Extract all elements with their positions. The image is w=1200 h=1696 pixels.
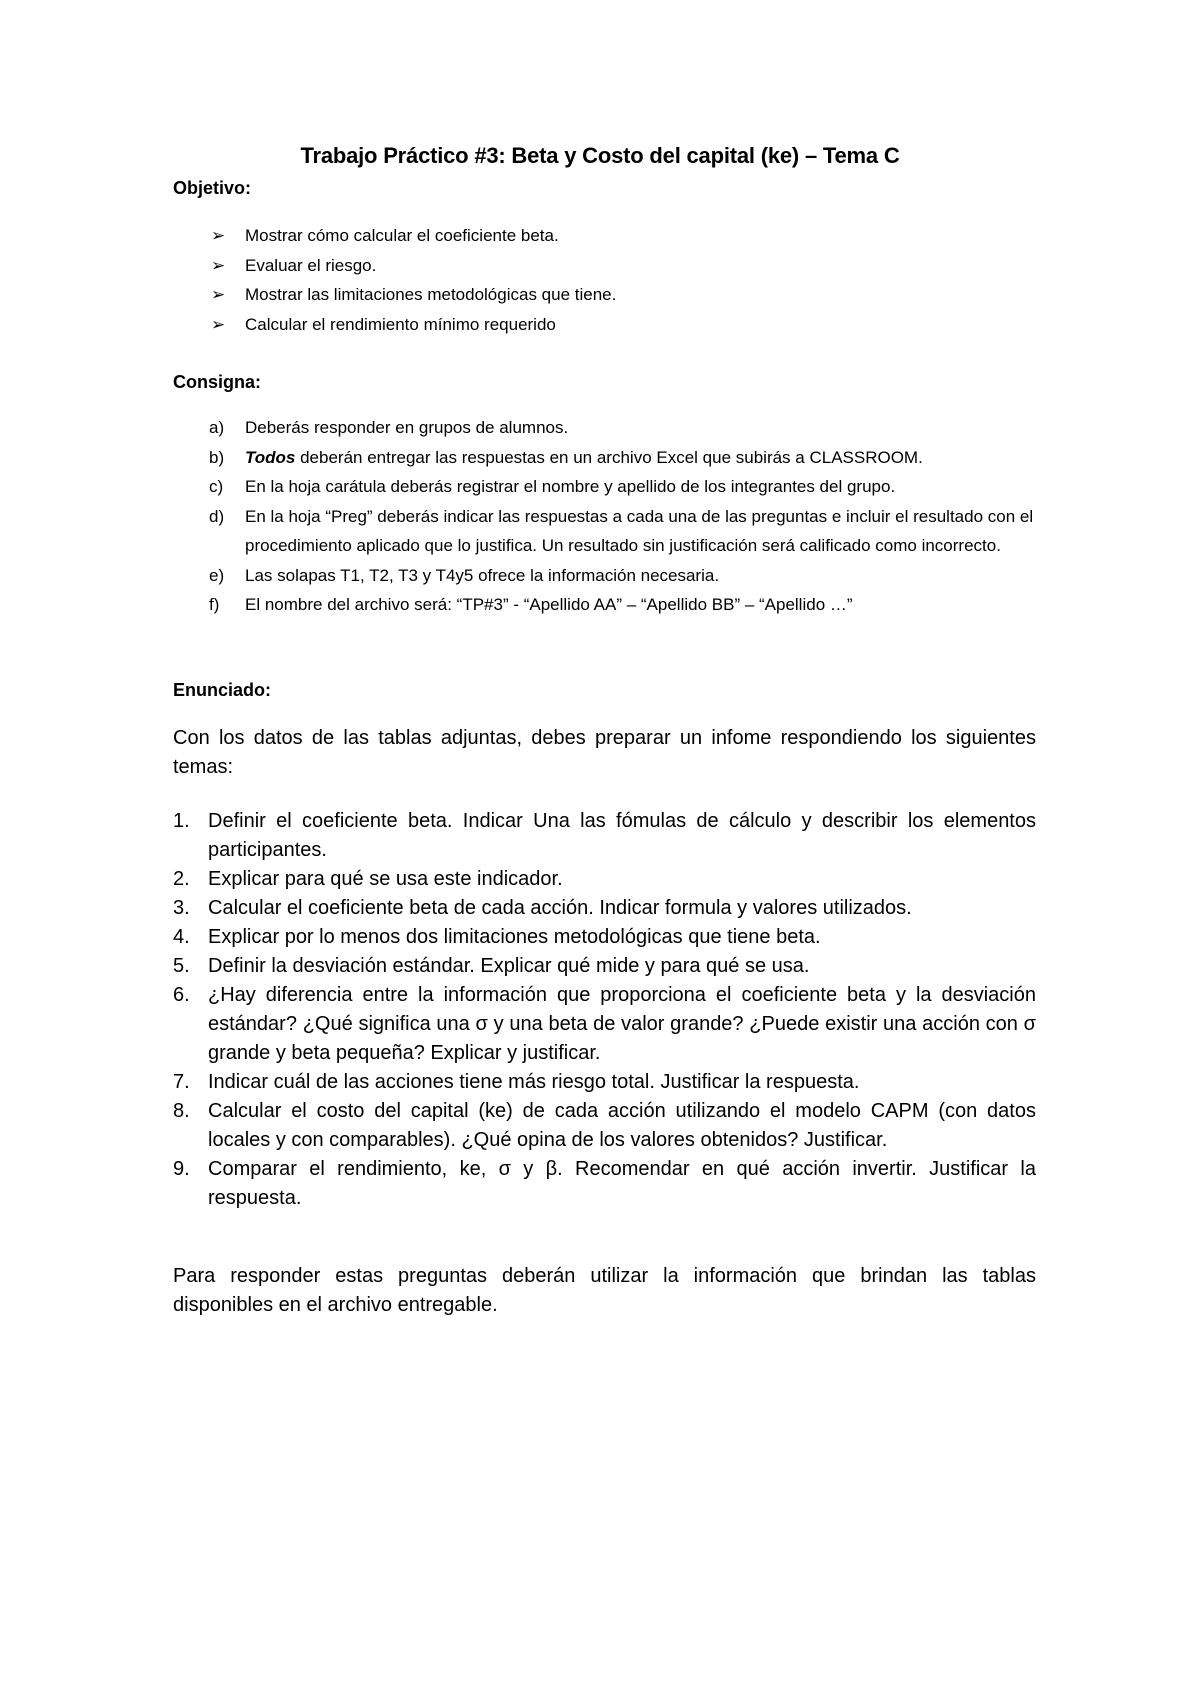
consigna-list xyxy=(173,413,1036,620)
list-item: 8. Calcular el costo del capital (ke) de cada acción utilizando el modelo CAPM (con datos locales y con comparables). ¿Qué opina de los valores obtenidos? Justificar. xyxy=(173,1100,1036,1151)
list-item: 6. ¿Hay diferencia entre la información que proporciona el coeficiente beta y la desviación estándar? ¿Qué significa una σ y una beta de valor grande? ¿Puede existir una acción con σ grande y beta pequeña? Explicar y justificar. xyxy=(173,984,1036,1064)
emphasis-todos: Todos xyxy=(245,447,296,467)
list-item: 9. Comparar el rendimiento, ke, σ y β. Recomendar en qué acción invertir. Justificar la respuesta. xyxy=(173,1158,1036,1209)
objetivo-list xyxy=(173,221,616,339)
list-item: 5. Definir la desviación estándar. Explicar qué mide y para qué se usa. xyxy=(173,955,810,977)
consigna-heading: Consigna: xyxy=(173,372,261,392)
list-item: 2. Explicar para qué se usa este indicador. xyxy=(173,868,563,890)
enunciado-intro: Con los datos de las tablas adjuntas, debes preparar un infome respondiendo los siguientes temas: xyxy=(173,727,1036,778)
page-title: Trabajo Práctico #3: Beta y Costo del capital (ke) – Tema C xyxy=(300,143,900,168)
list-item: d) En la hoja “Preg” deberás indicar las respuestas a cada una de las preguntas e incluir el resultado con el procedimiento aplicado que lo justifica. Un resultado sin justificación será calificado como incorrecto. xyxy=(209,506,1034,555)
arrow-bullet-icon: ➢ xyxy=(211,285,226,304)
list-item: f) El nombre del archivo será: “TP#3” - “Apellido AA” – “Apellido BB” – “Apellido …” xyxy=(209,595,853,614)
arrow-bullet-icon: ➢ xyxy=(211,255,226,275)
arrow-bullet-icon: ➢ xyxy=(211,314,226,334)
list-item: b) Todos deberán entregar las respuestas en un archivo Excel que subirás a CLASSROOM. xyxy=(209,447,923,467)
list-item: ➢ Mostrar las limitaciones metodológicas que tiene. xyxy=(173,280,616,310)
list-item: 7. Indicar cuál de las acciones tiene más riesgo total. Justificar la respuesta. xyxy=(173,1071,860,1093)
list-item: 1. Definir el coeficiente beta. Indicar Una las fómulas de cálculo y describir los elementos participantes. xyxy=(173,810,1036,861)
enunciado-list xyxy=(173,807,1036,1213)
list-item: a) Deberás responder en grupos de alumnos. xyxy=(209,418,569,437)
list-item: 4. Explicar por lo menos dos limitaciones metodológicas que tiene beta. xyxy=(173,926,821,948)
list-item: c) En la hoja carátula deberás registrar el nombre y apellido de los integrantes del grupo. xyxy=(209,477,896,496)
list-item: ➢ Evaluar el riesgo. xyxy=(173,251,616,281)
closing-paragraph: Para responder estas preguntas deberán utilizar la información que brindan las tablas disponibles en el archivo entregable. xyxy=(173,1265,1036,1316)
objetivo-heading: Objetivo: xyxy=(173,178,252,198)
enunciado-heading: Enunciado: xyxy=(173,680,271,700)
list-item: e) Las solapas T1, T2, T3 y T4y5 ofrece la información necesaria. xyxy=(209,565,720,585)
arrow-bullet-icon: ➢ xyxy=(211,226,226,245)
list-item: ➢ Calcular el rendimiento mínimo requerido xyxy=(173,310,616,340)
list-item: ➢ Mostrar cómo calcular el coeficiente beta. xyxy=(173,221,616,251)
list-item: 3. Calcular el coeficiente beta de cada acción. Indicar formula y valores utilizados. xyxy=(173,897,912,919)
